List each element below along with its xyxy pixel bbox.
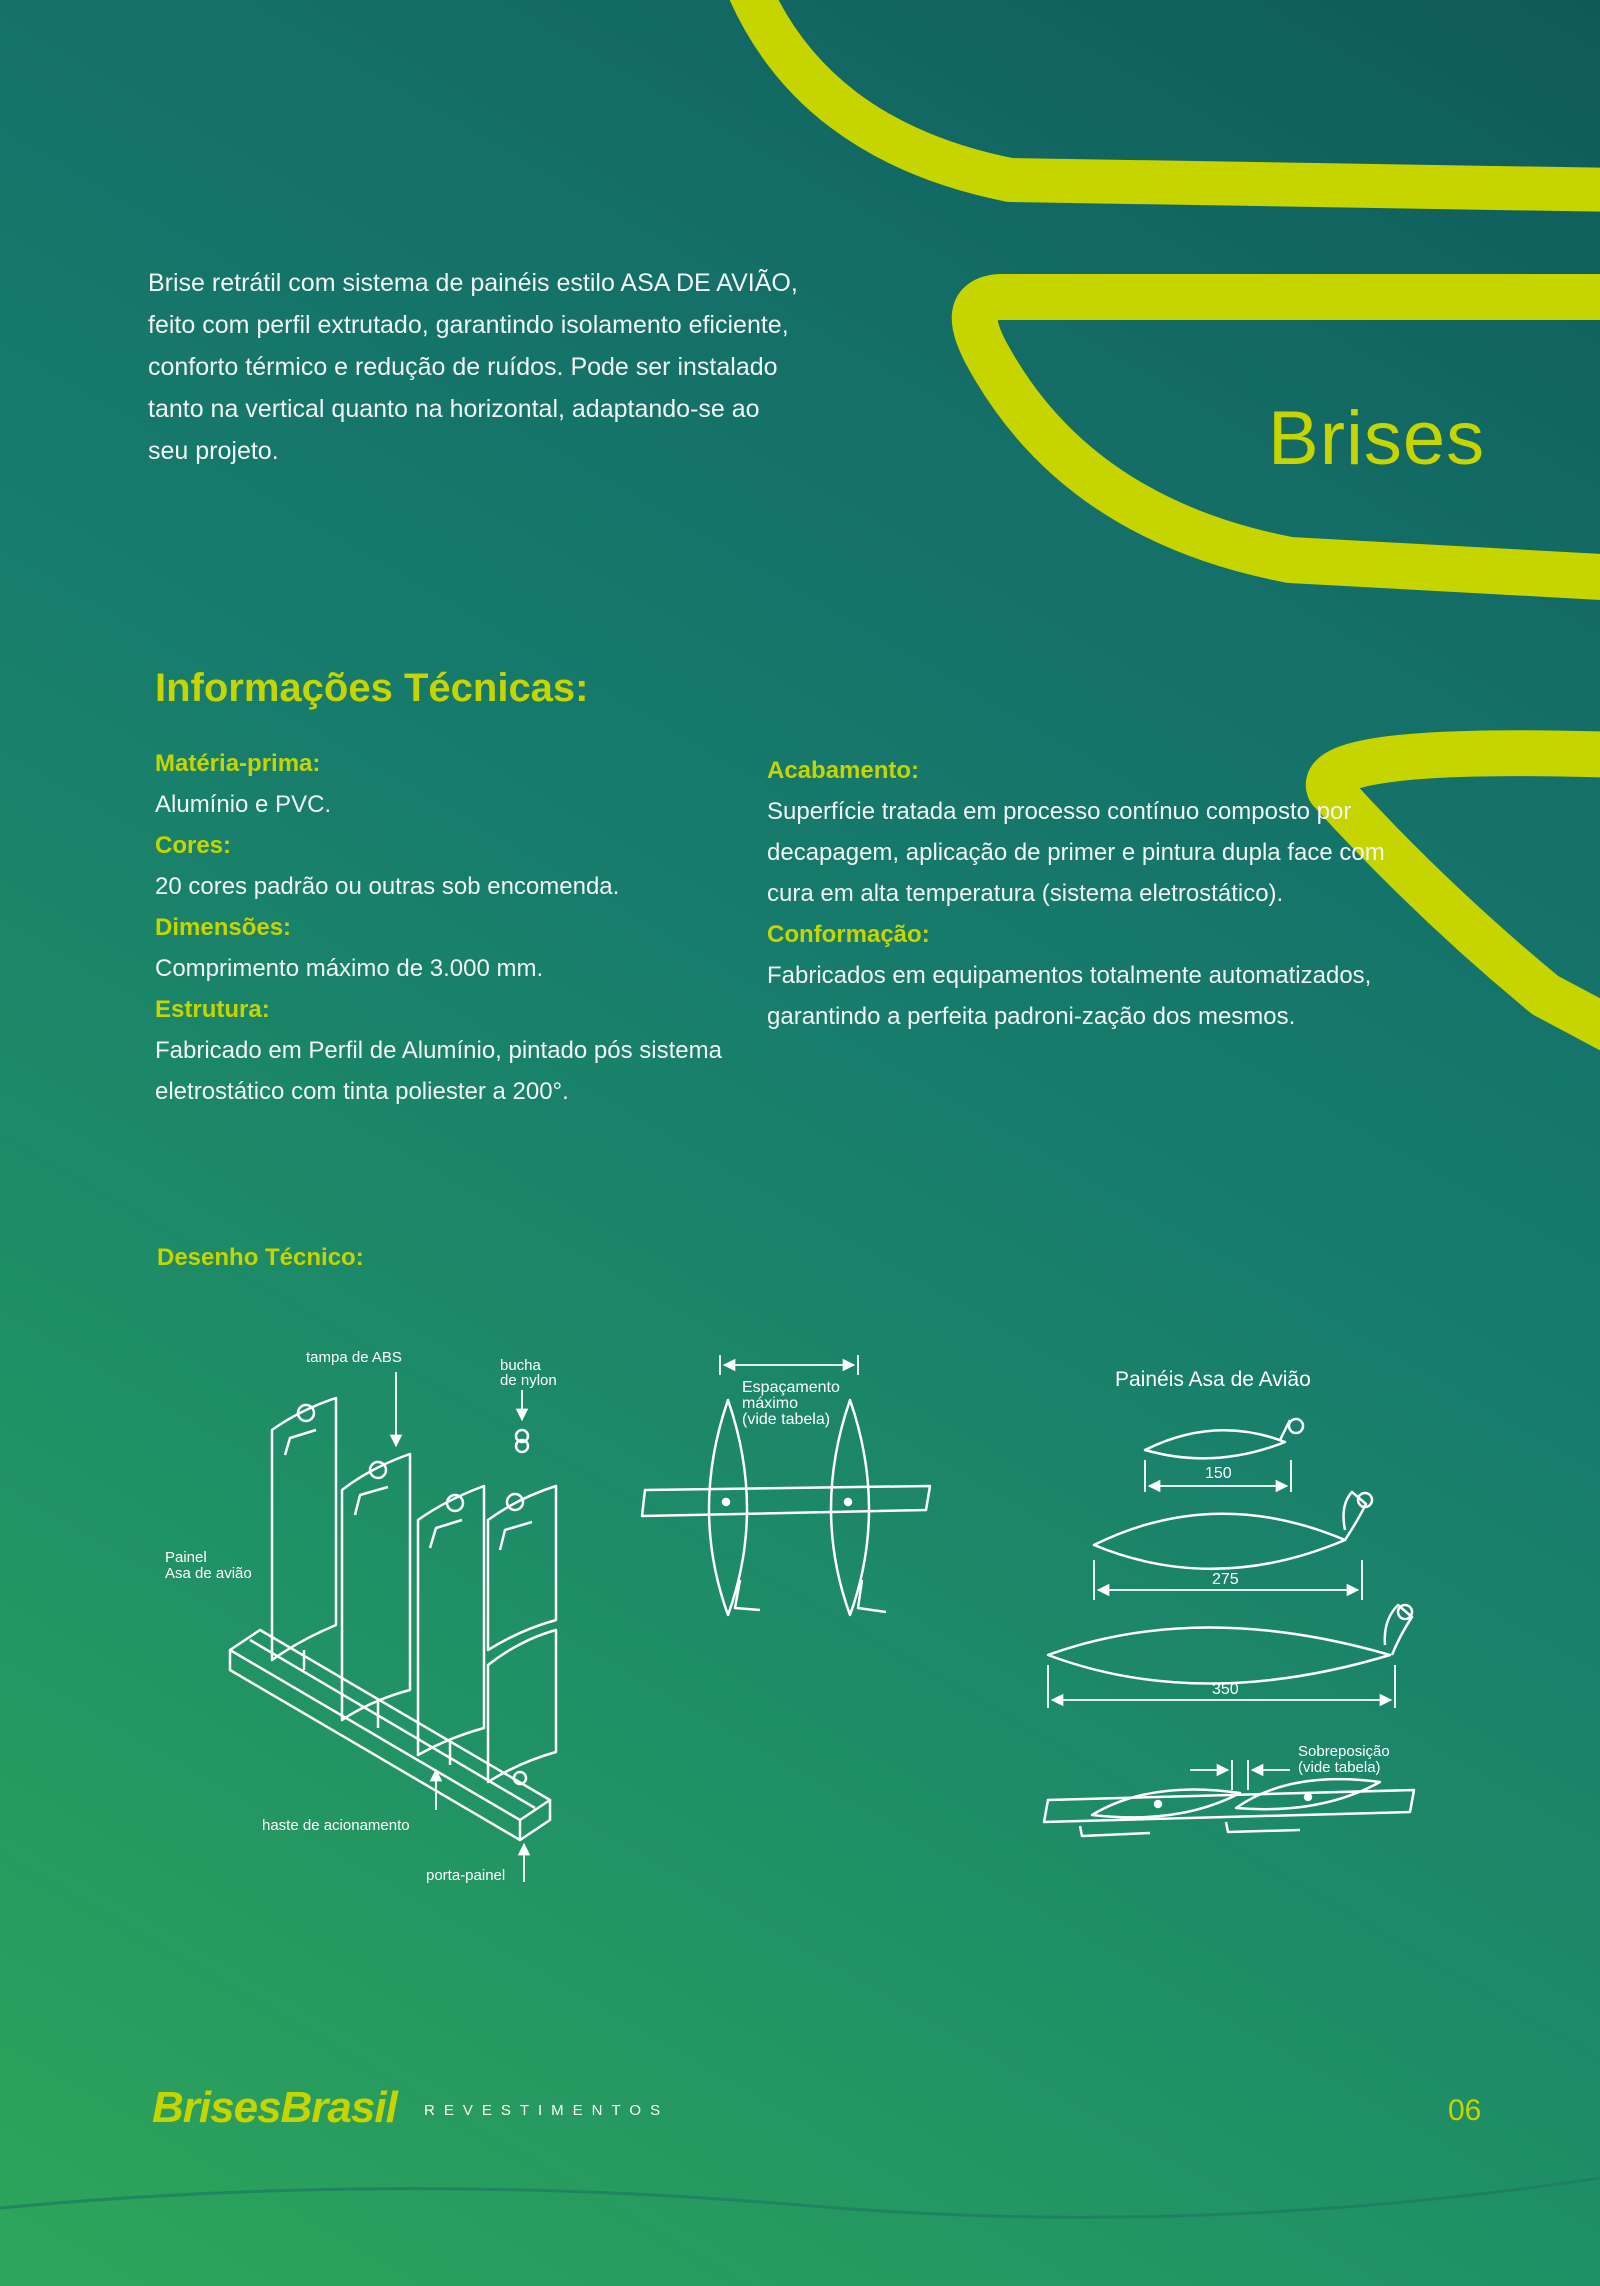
tech-info-title: Informações Técnicas: [155, 666, 589, 710]
label-sobreposicao-line2: (vide tabela) [1298, 1759, 1381, 1776]
base-rail [230, 1630, 550, 1840]
panel-1 [272, 1398, 336, 1670]
technical-drawing-title: Desenho Técnico: [157, 1244, 364, 1271]
page-number: 06 [1448, 2094, 1482, 2127]
panel-3 [418, 1486, 484, 1765]
label-painel-line2: Asa de avião [165, 1565, 252, 1582]
label-dim-350: 350 [1212, 1681, 1239, 1698]
label-dim-150: 150 [1205, 1465, 1232, 1482]
technical-drawing [0, 1300, 1600, 1900]
spec-value: Superfície tratada em processo contínuo composto por decapagem, aplicação de primer e pintura dupla face com cura em alta temperatura (sistema eletrostático). [767, 798, 1385, 907]
spec-label: Conformação: [767, 921, 930, 948]
label-painel-line1: Painel [165, 1549, 207, 1566]
spec-cores [155, 825, 775, 907]
spec-value: Comprimento máximo de 3.000 mm. [155, 955, 544, 982]
isometric-assembly-drawing [230, 1372, 556, 1882]
spec-value: Fabricado em Perfil de Alumínio, pintado pós sistema eletrostático com tinta poliester a 200°. [155, 1037, 722, 1105]
spec-label: Estrutura: [155, 996, 270, 1023]
bucha-part [516, 1430, 528, 1452]
label-haste-acionamento: haste de acionamento [262, 1817, 410, 1834]
brand-logo: BrisesBrasil [152, 2083, 397, 2132]
spec-label: Acabamento: [767, 757, 920, 784]
label-bucha-line1: bucha [500, 1357, 541, 1374]
section-header-word: Brises [1268, 396, 1486, 481]
intro-text: Brise retrátil com sistema de painéis estilo ASA DE AVIÃO, feito com perfil extrutado, garantindo isolamento eficiente, conforto térmico e redução de ruídos. Pode ser instalado tanto na vertical quanto na horizontal, adaptando-se ao seu projeto. [148, 269, 798, 465]
spec-label: Dimensões: [155, 914, 292, 941]
spec-label: Cores: [155, 832, 232, 859]
spec-materia-prima [155, 743, 775, 825]
label-sobreposicao-line1: Sobreposição [1298, 1743, 1390, 1760]
footer-wave [0, 2175, 1600, 2217]
spec-conformacao [767, 914, 1387, 1037]
label-espacamento-line2: máximo [742, 1395, 799, 1412]
tech-info-right-column [767, 750, 1387, 1037]
panel-4 [488, 1486, 556, 1784]
spec-acabamento [767, 750, 1387, 914]
spec-dimensoes [155, 907, 775, 989]
spec-value: 20 cores padrão ou outras sob encomenda. [155, 873, 620, 900]
label-espacamento-line3: (vide tabela) [742, 1411, 831, 1428]
label-espacamento-line1: Espaçamento [742, 1379, 840, 1396]
paineis-asa-title: Painéis Asa de Avião [1115, 1368, 1311, 1391]
label-dim-275: 275 [1212, 1571, 1239, 1588]
label-porta-painel: porta-painel [426, 1867, 506, 1884]
spec-label: Matéria-prima: [155, 750, 321, 777]
tech-info-left-column [155, 743, 775, 1112]
panel-2 [342, 1454, 410, 1728]
spec-value: Alumínio e PVC. [155, 791, 332, 818]
spec-estrutura [155, 989, 775, 1112]
label-tampa-abs: tampa de ABS [306, 1349, 402, 1366]
label-bucha-line2: de nylon [500, 1372, 557, 1389]
spec-value: Fabricados em equipamentos totalmente automatizados, garantindo a perfeita padroni-zação dos mesmos. [767, 962, 1372, 1030]
brand-tagline: REVESTIMENTOS [424, 2102, 670, 2119]
